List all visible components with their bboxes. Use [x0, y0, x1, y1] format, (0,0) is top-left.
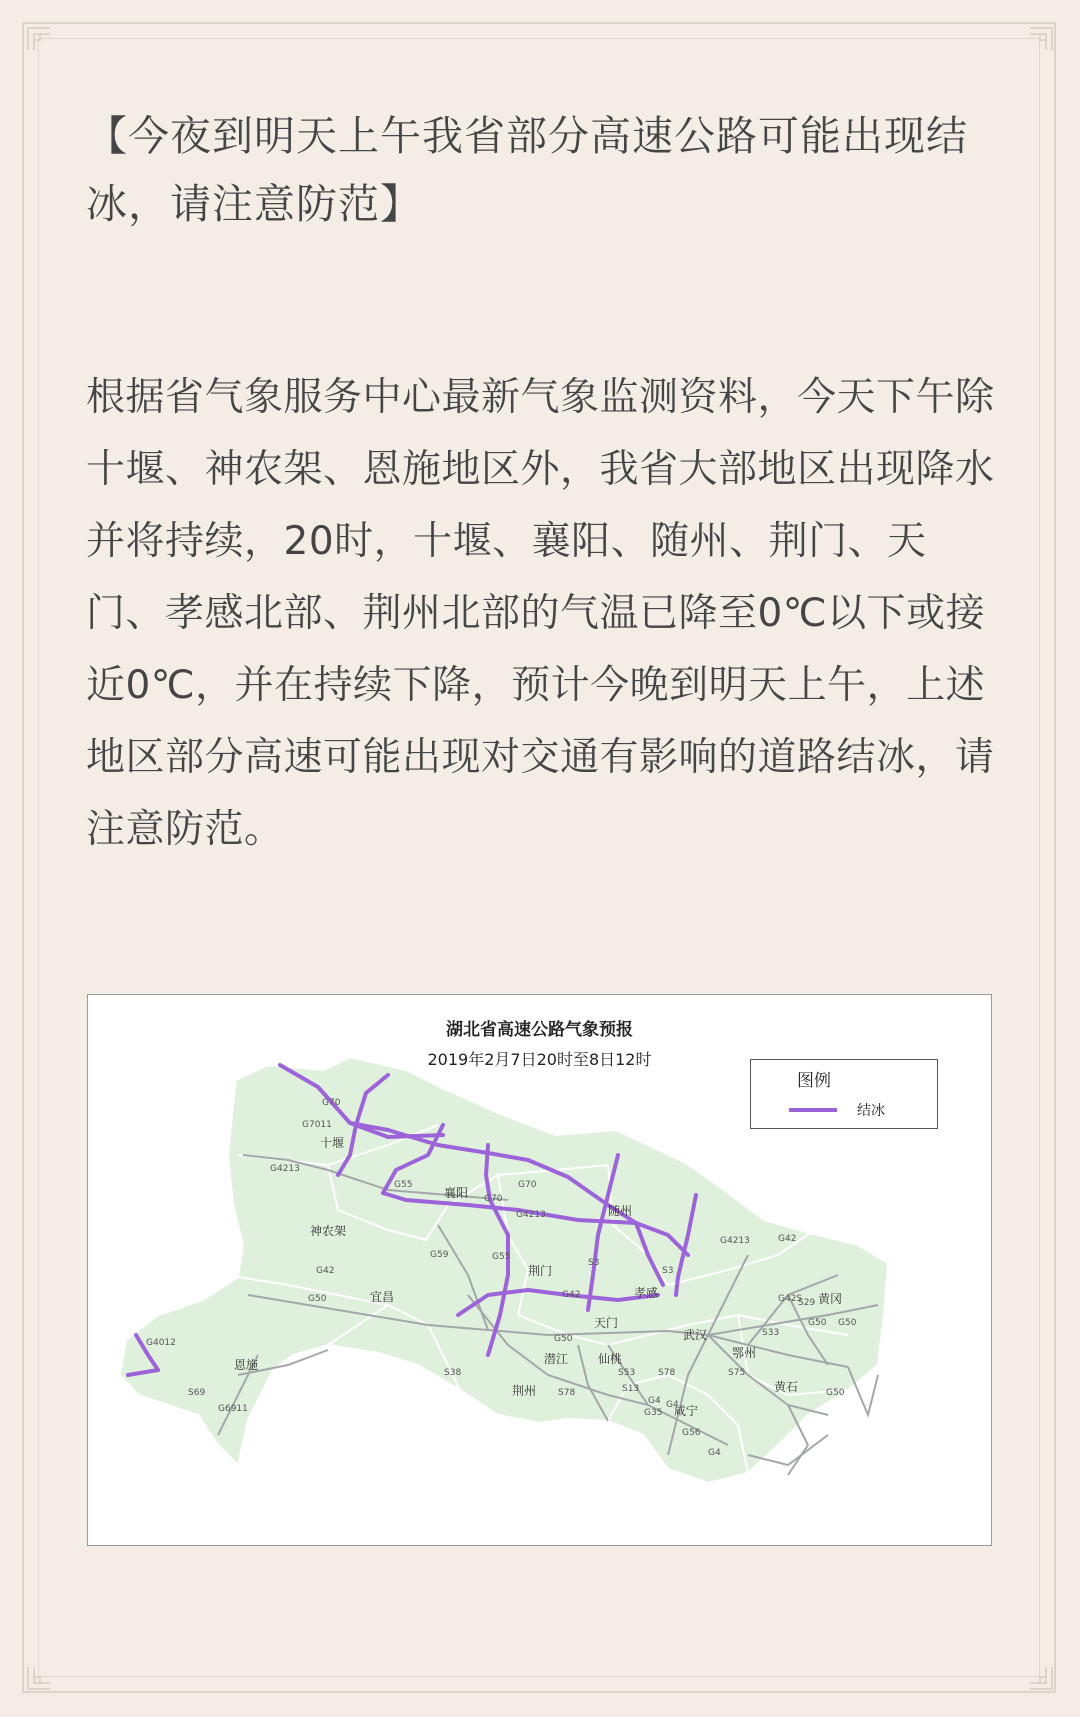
road-label: G4 [648, 1396, 661, 1406]
road-label: G50 [554, 1334, 573, 1344]
corner-ornament-icon [26, 26, 52, 52]
legend-title: 图例 [797, 1071, 831, 1091]
road-label: G42 [316, 1266, 335, 1276]
road-label: G50 [808, 1318, 827, 1328]
city-label: 荆州 [512, 1384, 537, 1398]
legend-icing-line-icon [789, 1108, 837, 1112]
city-label: 孝感 [634, 1286, 659, 1300]
road-label: G50 [308, 1294, 327, 1304]
road-label: G42 [562, 1290, 581, 1300]
road-label: G56 [682, 1428, 701, 1438]
road-label: G42S [778, 1294, 803, 1304]
map-title: 湖北省高速公路气象预报 [446, 1020, 633, 1040]
road-label: G4213 [720, 1236, 750, 1246]
road-label: S29 [798, 1298, 816, 1308]
article-body: 根据省气象服务中心最新气象监测资料，今天下午除十堰、神农架、恩施地区外，我省大部地区出现降水并将持续，20时，十堰、襄阳、随州、荆门、天门、孝感北部、荆州北部的气温已降至0℃以下或接近0℃，并在持续下降，预计今晚到明天上午，上述地区部分高速可能出现对交通有影响的道路结冰，请注意防范。 [86, 375, 995, 852]
corner-ornament-icon [1028, 1665, 1054, 1691]
highway-weather-map [87, 994, 992, 1546]
city-label: 十堰 [320, 1136, 345, 1150]
city-label: 黄冈 [818, 1292, 843, 1306]
road-label: G4 [708, 1448, 721, 1458]
city-label: 鄂州 [732, 1346, 757, 1360]
road-label: G6911 [218, 1404, 248, 1414]
corner-ornament-icon [1028, 26, 1054, 52]
road-label: G7011 [302, 1120, 332, 1130]
road-label: S3 [662, 1266, 674, 1276]
city-label: 神农架 [310, 1224, 347, 1238]
road-label: S13 [622, 1384, 640, 1394]
road-label: S78 [658, 1368, 676, 1378]
road-label: G55 [492, 1252, 511, 1262]
road-label: G70 [518, 1180, 537, 1190]
city-label: 恩施 [234, 1358, 259, 1372]
city-label: 天门 [594, 1316, 619, 1330]
city-label: 仙桃 [598, 1352, 623, 1366]
city-label: 襄阳 [444, 1186, 469, 1200]
city-label: 咸宁 [674, 1404, 699, 1418]
road-label: G70 [322, 1098, 341, 1108]
city-label: 潜江 [544, 1352, 569, 1366]
road-label: S53 [618, 1368, 636, 1378]
road-label: G35 [644, 1408, 663, 1418]
city-label: 黄石 [774, 1380, 799, 1394]
road-label: G59 [430, 1250, 449, 1260]
road-label: G50 [838, 1318, 857, 1328]
city-label: 荆门 [528, 1264, 553, 1278]
city-label: 宜昌 [370, 1290, 395, 1304]
road-label: G70 [484, 1194, 503, 1204]
road-label: G4213 [270, 1164, 300, 1174]
road-label: S38 [444, 1368, 462, 1378]
road-label: S33 [762, 1328, 780, 1338]
road-label: S3 [588, 1258, 600, 1268]
city-label: 武汉 [683, 1328, 708, 1342]
road-label: G42 [778, 1234, 797, 1244]
legend-item-icing: 结冰 [857, 1103, 885, 1119]
road-label: G55 [394, 1180, 413, 1190]
road-label: G50 [826, 1388, 845, 1398]
road-label: S75 [728, 1368, 746, 1378]
road-label: S69 [188, 1388, 206, 1398]
corner-ornament-icon [26, 1665, 52, 1691]
road-label: G4213 [516, 1210, 546, 1220]
road-label: G4012 [146, 1338, 176, 1348]
road-label: G4 [666, 1400, 679, 1410]
city-label: 随州 [608, 1204, 633, 1218]
map-subtitle: 2019年2月7日20时至8日12时 [427, 1050, 652, 1069]
article-title: 【今夜到明天上午我省部分高速公路可能出现结冰，请注意防范】 [86, 112, 968, 228]
map-legend [750, 1059, 938, 1129]
road-label: S78 [558, 1388, 576, 1398]
